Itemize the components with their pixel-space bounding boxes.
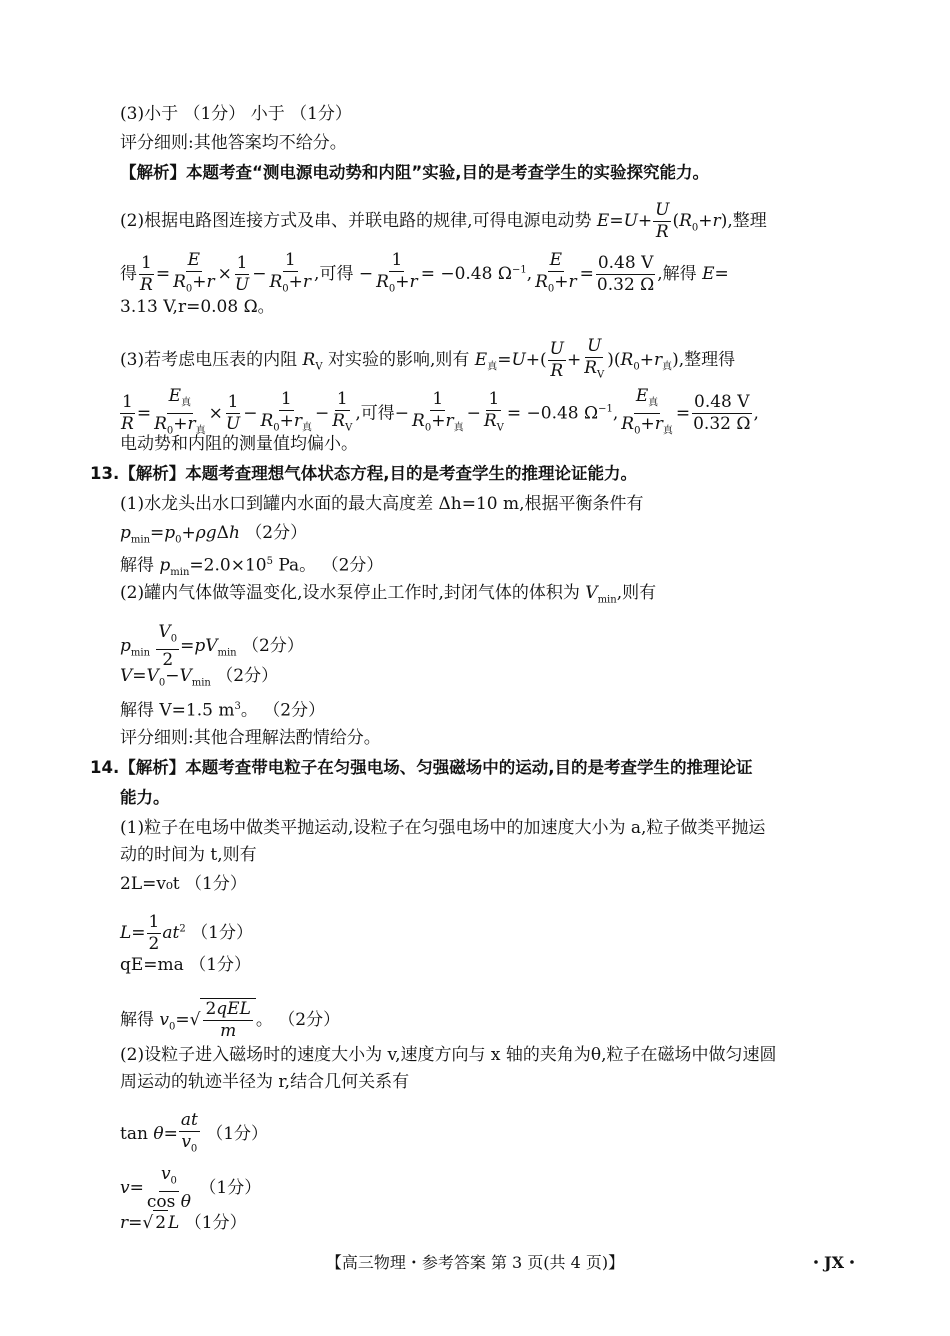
- q13-equation-3: $V=V_0-V_{min}$ （2分）: [120, 666, 279, 689]
- equation-line-2: $\frac{1}{R}$ = $E_真$ $R_0+r_真$ × $\frac{1}{U}$ − 1 $R_0+r_真$ − $\frac{1}{R_V}$ ,可得− 1 $R_0+r_真$ − $\frac{1}{R_V}$ = −0.48 $\Omega^{-1}$, $E_真$ $R_0+r_真$ = $\frac{0.48 V}{0.32 \Omega}$ ,: [121, 386, 759, 437]
- equation-line-1: 得 $\frac{1}{R}$ = $\frac{E}{R_0+r}$ × $\frac{1}{U}$ − $\frac{1}{R_0+r}$ ,可得 − $\frac{1}{R_0+r}$ = −0.48 $\Omega^{-1}$, $\frac{E}{R_0+r}$ = $\frac{0.48 V}{0.32 \Omega}$ ,解得 E=: [120, 250, 729, 296]
- answer-3: (3)小于 （1分） 小于 （1分）: [120, 104, 352, 124]
- q14-equation-4: tan θ= $\frac{at}{v_0}$ （1分）: [120, 1110, 269, 1155]
- q14-equation-1: 2L=v₀t （1分）: [120, 874, 247, 894]
- grading-note-2: 评分细则:其他合理解法酌情给分。: [120, 728, 381, 748]
- q13-heading: 13.【解析】本题考查理想气体状态方程,目的是考查学生的推理论证能力。: [90, 464, 637, 483]
- q13-part-1: (1)水龙头出水口到罐内水面的最大高度差 Δh=10 m,根据平衡条件有: [120, 494, 644, 514]
- q14-equation-5: v= $\frac{v_0}{\text{cos θ}}$ （1分）: [120, 1164, 262, 1213]
- grading-note-1: 评分细则:其他答案均不给分。: [120, 133, 347, 153]
- analysis-heading-12: 【解析】本题考查“测电源电动势和内阻”实验,目的是考查学生的实验探究能力。: [120, 163, 709, 182]
- q13-result-2: 解得 V=1.5 $m^3$。 （2分）: [120, 700, 326, 721]
- q14-part-2: (2)设粒子进入磁场时的速度大小为 v,速度方向与 x 轴的夹角为θ,粒子在磁场中做匀速圆: [120, 1045, 777, 1065]
- q13-result-1: 解得 $p_{min}=2.0\times 10^5$ Pa。 （2分）: [120, 555, 384, 579]
- q13-part-2: (2)罐内气体做等温变化,设水泵停止工作时,封闭气体的体积为 $V_{min}$,则有: [120, 583, 657, 606]
- q14-result-1: 解得 $v_0=√$ 2qEL m 。 （2分）: [120, 999, 341, 1041]
- q13-equation-2: $p_{min}$ $\frac{V_0}{2}$ $=pV_{min}$ （2分）: [120, 622, 304, 671]
- result-line: 3.13 V,r=0.08 Ω。: [120, 297, 275, 317]
- q14-part-2-cont: 周运动的轨迹半径为 r,结合几何关系有: [120, 1072, 410, 1092]
- q14-part-1: (1)粒子在电场中做类平抛运动,设粒子在匀强电场中的加速度大小为 a,粒子做类平抛运: [120, 818, 766, 838]
- q14-heading-cont: 能力。: [120, 788, 170, 807]
- analysis-part-3: (3)若考虑电压表的内阻 $R_V$ 对实验的影响,则有 $E_真=U+$( $\frac{U}{R}$ + $\frac{U}{R_V}$ )$(R_0+r_真)$,整理得: [120, 336, 736, 382]
- q14-equation-3: qE=ma （1分）: [120, 955, 252, 975]
- analysis-part-2: (2)根据电路图连接方式及串、并联电路的规律,可得电源电动势 E=U+ $\frac{U}{R}$ $(R_0+r)$,整理: [120, 200, 767, 242]
- region-code: ・JX・: [808, 1253, 860, 1272]
- q14-equation-6: r=√ 2 L （1分）: [120, 1210, 247, 1235]
- page-footer: 【高三物理・参考答案 第 3 页(共 4 页)】: [325, 1253, 625, 1272]
- q14-equation-2: L= $\frac{1}{2}$ $at^2$ （1分）: [120, 912, 253, 954]
- conclusion-line: 电动势和内阻的测量值均偏小。: [120, 434, 358, 454]
- q14-heading: 14.【解析】本题考查带电粒子在匀强电场、匀强磁场中的运动,目的是考查学生的推理论证: [90, 758, 753, 777]
- q13-equation-1: $p_{min}=p_0+\rho g\Delta h$ （2分）: [120, 523, 308, 546]
- q14-part-1-cont: 动的时间为 t,则有: [120, 845, 257, 865]
